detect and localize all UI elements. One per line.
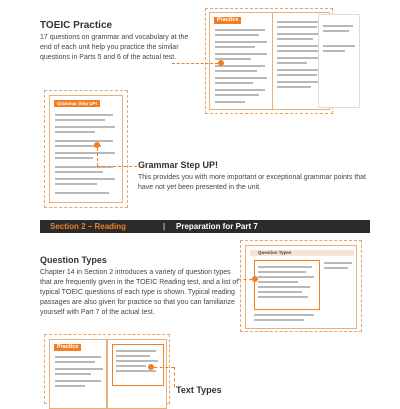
toeic-practice-callout-line	[172, 63, 218, 64]
grammar-page	[49, 95, 123, 203]
toeic-practice-side-page	[318, 14, 360, 108]
practice-tag: Practice	[214, 17, 241, 24]
text-types-practice-tag: Practice	[54, 344, 81, 351]
grammar-step-up-callout-line-h	[97, 166, 137, 167]
question-types-thumbnail	[240, 240, 362, 332]
section-label: Section 2 – Reading	[50, 222, 127, 231]
section-separator: |	[163, 222, 166, 231]
section-2-bar	[40, 220, 370, 233]
question-types-title: Question Types	[40, 255, 107, 265]
question-types-callout-dot	[252, 276, 258, 282]
grammar-step-up-title: Grammar Step UP!	[138, 160, 219, 170]
section-part-label: Preparation for Part 7	[176, 222, 258, 231]
grammar-step-up-callout-line-v	[97, 148, 98, 166]
text-types-left-page	[49, 339, 107, 409]
toeic-practice-description: 17 questions on grammar and vocabulary at the end of each unit help you practice the similar questions in Parts 5 and 6 of the actual test.	[40, 34, 189, 61]
toeic-practice-title: TOEIC Practice	[40, 20, 113, 31]
question-types-callout-line	[238, 279, 252, 280]
text-types-callout-line	[154, 367, 174, 368]
text-types-callout-line-v	[174, 367, 175, 387]
grammar-step-up-description: This provides you with more important or exceptional grammar points that have not yet been presented in the unit.	[138, 174, 366, 191]
grammar-step-up-thumbnail	[44, 90, 128, 208]
text-types-title: Text Types	[176, 385, 222, 395]
question-types-description: Chapter 14 in Section 2 introduces a variety of question types that are frequently given in the TOEIC Reading test, and a list of typical TOEIC questions of each type is shown. Typical reading passages are also given for practice so that you can familiarize yourself with Part 7 of the actual test.	[40, 269, 239, 316]
question-types-page	[245, 245, 357, 329]
toeic-practice-callout-dot	[218, 60, 224, 66]
toeic-practice-spread-thumbnail	[205, 8, 333, 114]
step-up-tag: Grammar Step UP!	[54, 100, 100, 107]
question-types-tag: Question Types	[258, 250, 292, 255]
text-types-right-page	[107, 339, 167, 409]
